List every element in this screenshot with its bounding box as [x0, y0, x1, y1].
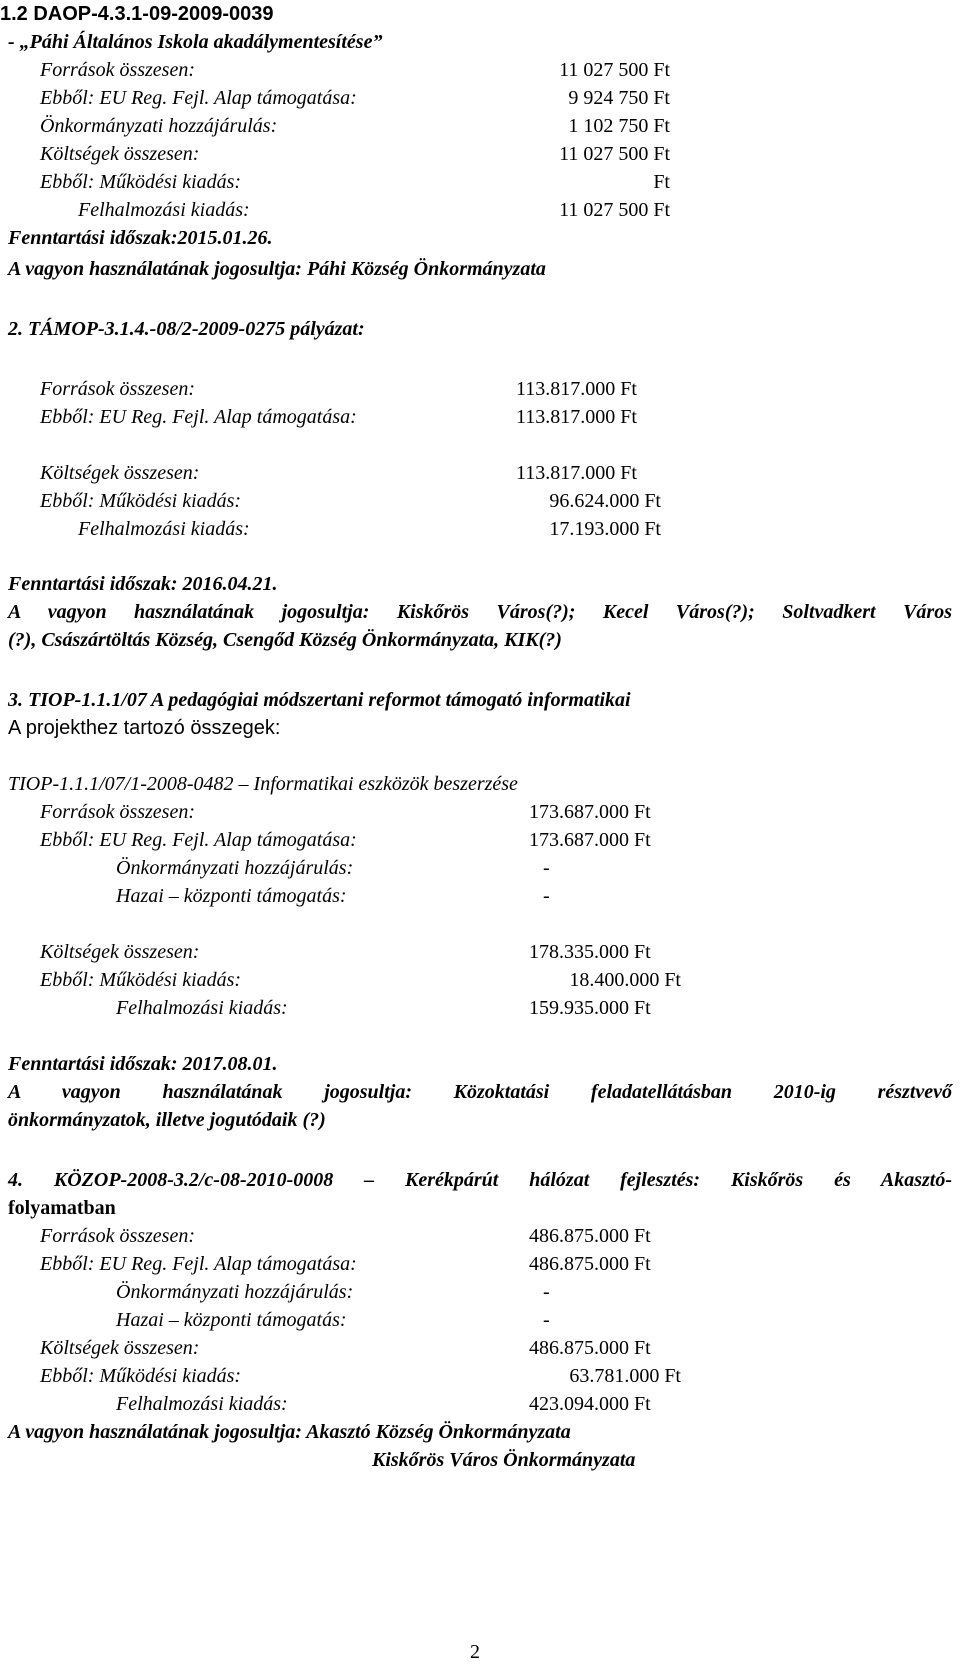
s3-label: Önkormányzati hozzájárulás: [116, 857, 354, 879]
s4-value: 423.094.000 Ft [529, 1393, 651, 1415]
s4-label: Költségek összesen: [40, 1337, 200, 1359]
s1-period: Fenntartási időszak:2015.01.26. [8, 227, 273, 249]
s3-owner-line1: A vagyon használatának jogosultja: Közoktatási feladatellátásban 2010-ig résztvevő [8, 1081, 952, 1103]
s4-value: - [543, 1281, 550, 1303]
s1-value: 11 027 500 Ft [559, 143, 670, 165]
s4-heading-line2: folyamatban [8, 1197, 116, 1219]
s1-value: Ft [653, 171, 670, 193]
s4-heading-line1: 4. KÖZOP-2008-3.2/c-08-2010-0008 – Kerékpárút hálózat fejlesztés: Kiskőrös és Akasztó- [8, 1169, 952, 1191]
s1-label: Önkormányzati hozzájárulás: [40, 115, 278, 137]
s2-value: 113.817.000 Ft [516, 406, 637, 428]
s1-value: 1 102 750 Ft [568, 115, 670, 137]
s1-owner: A vagyon használatának jogosultja: Páhi Község Önkormányzata [8, 258, 546, 280]
s4-owner-line2: Kiskőrös Város Önkormányzata [372, 1449, 636, 1471]
s2-value: 113.817.000 Ft [516, 378, 637, 400]
s1-label: Források összesen: [40, 59, 195, 81]
s4-owner-line1: A vagyon használatának jogosultja: Akasztó Község Önkormányzata [8, 1421, 571, 1443]
s2-label: Források összesen: [40, 378, 195, 400]
s3-subproject: TIOP-1.1.1/07/1-2008-0482 – Informatikai eszközök beszerzése [8, 773, 518, 795]
s4-value: 486.875.000 Ft [529, 1225, 651, 1247]
s3-heading: 3. TIOP-1.1.1/07 A pedagógiai módszertani reformot támogató informatikai [8, 689, 631, 711]
s1-label: Ebből: Működési kiadás: [40, 171, 242, 193]
s4-label: Ebből: EU Reg. Fejl. Alap támogatása: [40, 1253, 357, 1275]
s4-label: Felhalmozási kiadás: [116, 1393, 288, 1415]
s3-label: Ebből: Működési kiadás: [40, 969, 242, 991]
s2-label: Ebből: EU Reg. Fejl. Alap támogatása: [40, 406, 357, 428]
s1-value: 9 924 750 Ft [568, 87, 670, 109]
s3-value: 159.935.000 Ft [529, 997, 651, 1019]
s3-value: 18.400.000 Ft [569, 969, 681, 991]
s3-period: Fenntartási időszak: 2017.08.01. [8, 1053, 278, 1075]
s4-label: Hazai – központi támogatás: [116, 1309, 347, 1331]
s4-label: Források összesen: [40, 1225, 195, 1247]
s3-value: 178.335.000 Ft [529, 941, 651, 963]
s2-value: 17.193.000 Ft [549, 518, 661, 540]
s3-label: Felhalmozási kiadás: [116, 997, 288, 1019]
s2-value: 96.624.000 Ft [549, 490, 661, 512]
s3-intro: A projekthez tartozó összegek: [8, 717, 281, 739]
s4-label: Önkormányzati hozzájárulás: [116, 1281, 354, 1303]
s2-heading: 2. TÁMOP-3.1.4.-08/2-2009-0275 pályázat: [8, 318, 365, 340]
page-number: 2 [470, 1641, 480, 1663]
s2-label: Költségek összesen: [40, 462, 200, 484]
s3-value: 173.687.000 Ft [529, 829, 651, 851]
s2-value: 113.817.000 Ft [516, 462, 637, 484]
s1-label: Ebből: EU Reg. Fejl. Alap támogatása: [40, 87, 357, 109]
s3-owner-line2: önkormányzatok, illetve jogutódaik (?) [8, 1109, 326, 1131]
s3-value: 173.687.000 Ft [529, 801, 651, 823]
s2-label: Ebből: Működési kiadás: [40, 490, 242, 512]
s3-label: Források összesen: [40, 801, 195, 823]
s1-label: Költségek összesen: [40, 143, 200, 165]
s4-value: 486.875.000 Ft [529, 1337, 651, 1359]
s2-owner-line1: A vagyon használatának jogosultja: Kiskőrös Város(?); Kecel Város(?); Soltvadkert Város [8, 601, 952, 623]
s2-label: Felhalmozási kiadás: [78, 518, 250, 540]
s3-label: Költségek összesen: [40, 941, 200, 963]
s3-label: Ebből: EU Reg. Fejl. Alap támogatása: [40, 829, 357, 851]
s1-subtitle: - „Páhi Általános Iskola akadálymentesítése” [8, 31, 383, 53]
s3-value: - [543, 885, 550, 907]
s1-label: Felhalmozási kiadás: [78, 199, 250, 221]
s4-value: 486.875.000 Ft [529, 1253, 651, 1275]
s2-period: Fenntartási időszak: 2016.04.21. [8, 573, 278, 595]
s1-value: 11 027 500 Ft [559, 199, 670, 221]
s4-value: - [543, 1309, 550, 1331]
s1-value: 11 027 500 Ft [559, 59, 670, 81]
s4-label: Ebből: Működési kiadás: [40, 1365, 242, 1387]
s2-owner-line2: (?), Császártöltás Község, Csengőd Község Önkormányzata, KIK(?) [8, 629, 562, 651]
s3-label: Hazai – központi támogatás: [116, 885, 347, 907]
s4-value: 63.781.000 Ft [569, 1365, 681, 1387]
s3-value: - [543, 857, 550, 879]
s1-heading: 1.2 DAOP-4.3.1-09-2009-0039 [0, 3, 274, 25]
